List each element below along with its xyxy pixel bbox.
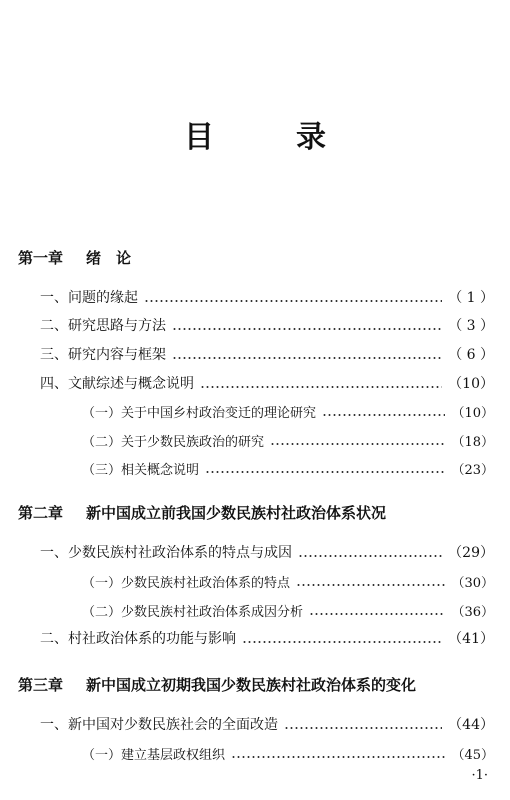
- dot-leader: [205, 471, 445, 473]
- dot-leader: [231, 756, 445, 758]
- dot-leader: [270, 443, 445, 445]
- toc-entry[interactable]: [40, 315, 494, 335]
- dot-leader: [200, 386, 442, 388]
- toc-entry[interactable]: [40, 287, 494, 307]
- toc-entry[interactable]: [40, 344, 494, 364]
- toc-entry-label: （三）相关概念说明: [82, 463, 200, 478]
- toc-entry-page: （18）: [451, 435, 494, 450]
- toc-entry-page: （10）: [448, 376, 494, 392]
- chapter-heading: [18, 502, 498, 523]
- toc-entry-page: （ 1 ）: [448, 290, 494, 306]
- toc-entry-page: （10）: [451, 406, 494, 421]
- chapter-title: 新中国成立前我国少数民族村社政治体系状况: [86, 504, 387, 522]
- toc-entry-label: （一）关于中国乡村政治变迁的理论研究: [82, 406, 317, 421]
- dot-leader: [172, 328, 442, 330]
- toc-subentry[interactable]: [82, 743, 494, 763]
- toc-subentry[interactable]: [82, 458, 494, 478]
- toc-entry[interactable]: [40, 373, 494, 393]
- chapter-title: 绪 论: [86, 249, 132, 267]
- chapter-number: 第二章: [18, 504, 64, 522]
- toc-entry-page: （36）: [451, 605, 494, 620]
- toc-subentry[interactable]: [82, 401, 494, 421]
- toc-entry-label: 二、研究思路与方法: [40, 318, 166, 334]
- page-number: ·1·: [471, 768, 488, 783]
- chapter-heading: [18, 247, 498, 268]
- chapter-title: 新中国成立初期我国少数民族村社政治体系的变化: [86, 676, 417, 694]
- toc-entry-page: （ 3 ）: [448, 318, 494, 334]
- chapter-number: 第三章: [18, 676, 64, 694]
- page-title: 目 录: [184, 120, 352, 155]
- toc-entry[interactable]: [40, 714, 494, 734]
- toc-entry-page: （29）: [448, 545, 494, 561]
- toc-entry-label: 一、新中国对少数民族社会的全面改造: [40, 717, 278, 733]
- dot-leader: [242, 641, 442, 643]
- dot-leader: [144, 300, 442, 302]
- toc-entry-label: （一）少数民族村社政治体系的特点: [82, 576, 291, 591]
- toc-entry-page: （44）: [448, 717, 494, 733]
- toc-entry-label: 二、村社政治体系的功能与影响: [40, 631, 236, 647]
- chapter-heading: [18, 674, 498, 695]
- toc-entry-page: （41）: [448, 631, 494, 647]
- toc-entry-page: （ 6 ）: [448, 347, 494, 363]
- toc-entry-label: （二）关于少数民族政治的研究: [82, 435, 265, 450]
- dot-leader: [309, 613, 445, 615]
- chapter-number: 第一章: [18, 249, 64, 267]
- toc-subentry[interactable]: [82, 571, 494, 591]
- toc-entry[interactable]: [40, 542, 494, 562]
- toc-entry-label: 一、少数民族村社政治体系的特点与成因: [40, 545, 292, 561]
- toc-entry-label: 一、问题的缘起: [40, 290, 138, 306]
- dot-leader: [298, 555, 442, 557]
- toc-entry-page: （45）: [451, 748, 494, 763]
- toc-entry[interactable]: [40, 628, 494, 648]
- dot-leader: [322, 414, 445, 416]
- toc-entry-page: （30）: [451, 576, 494, 591]
- dot-leader: [284, 727, 442, 729]
- toc-entry-label: 四、文献综述与概念说明: [40, 376, 194, 392]
- dot-leader: [172, 357, 442, 359]
- toc-subentry[interactable]: [82, 430, 494, 450]
- dot-leader: [296, 584, 445, 586]
- toc-entry-label: （二）少数民族村社政治体系成因分析: [82, 605, 304, 620]
- toc-entry-page: （23）: [451, 463, 494, 478]
- toc-entry-label: 三、研究内容与框架: [40, 347, 166, 363]
- toc-subentry[interactable]: [82, 600, 494, 620]
- toc-entry-label: （一）建立基层政权组织: [82, 748, 226, 763]
